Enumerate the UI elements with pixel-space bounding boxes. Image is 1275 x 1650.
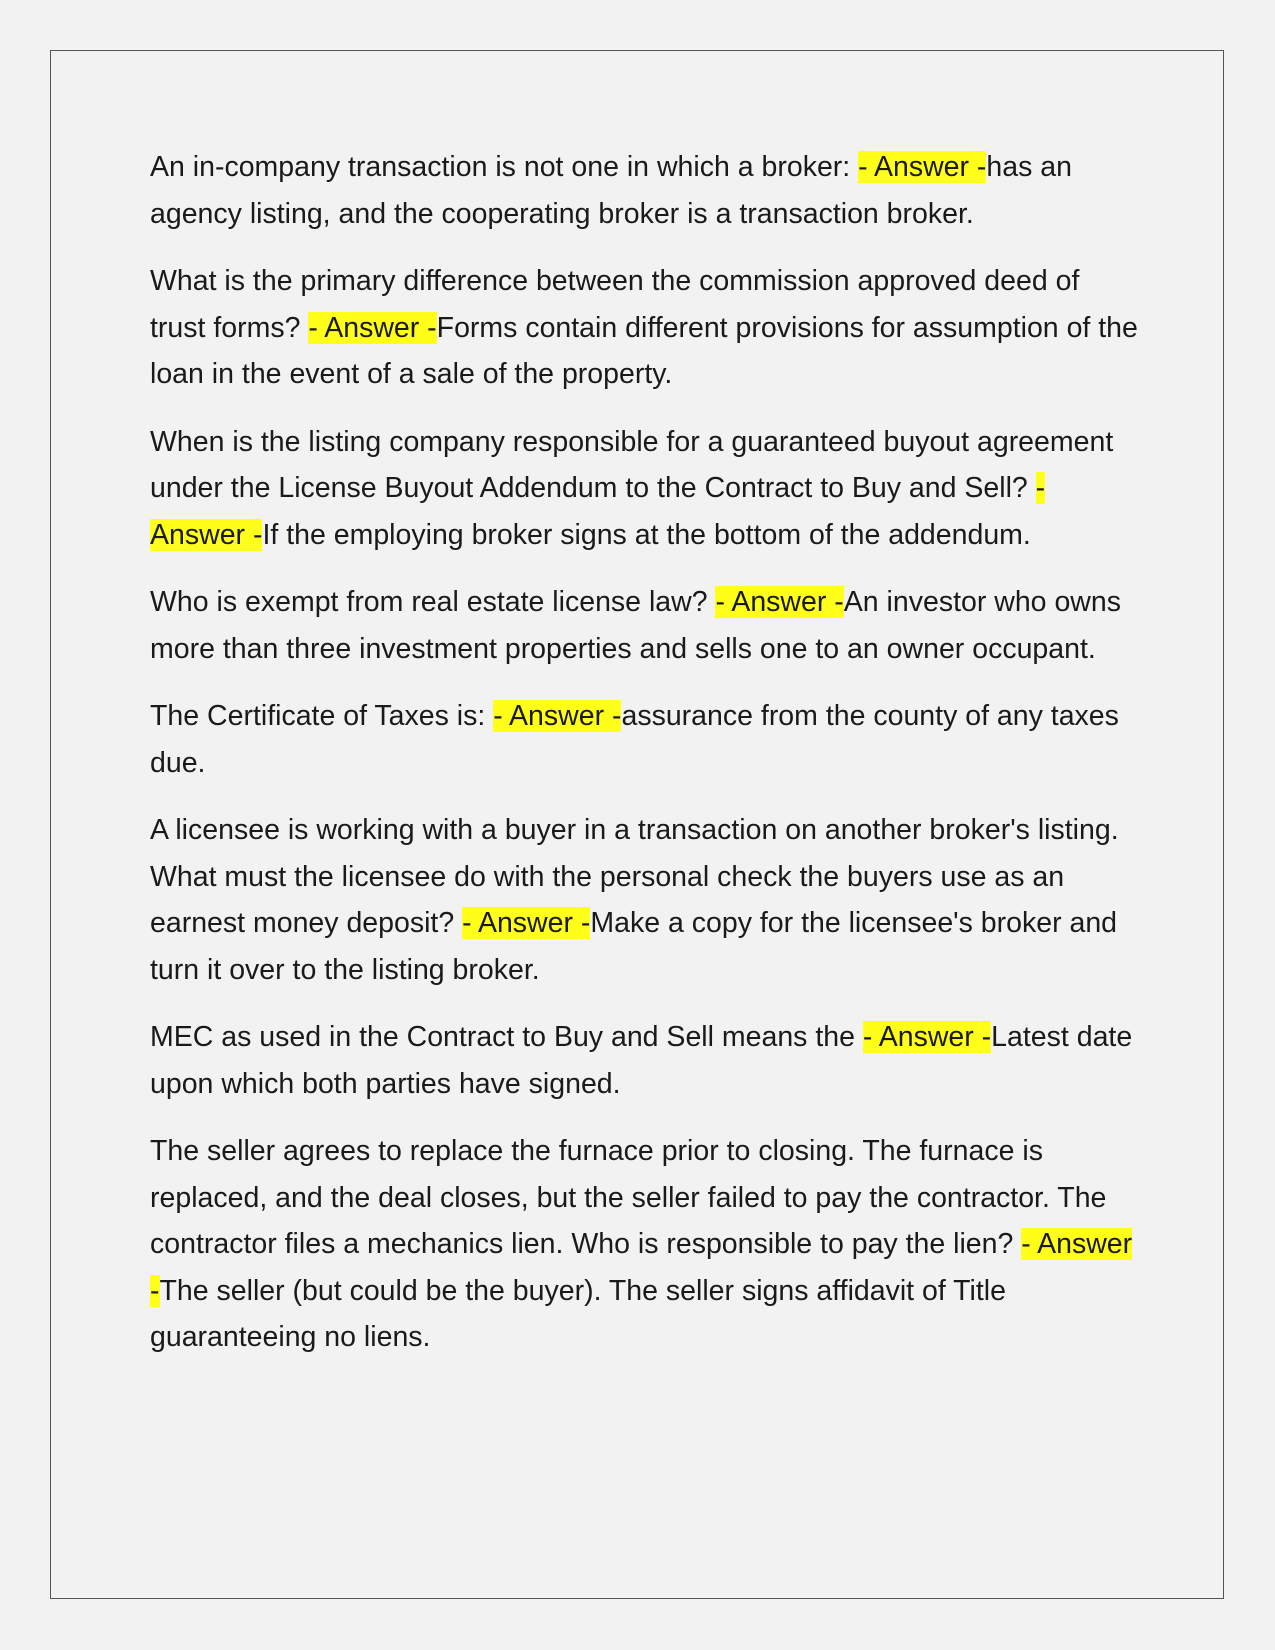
answer-marker: - Answer - bbox=[150, 1228, 1133, 1307]
answer-marker: - Answer - bbox=[493, 700, 622, 732]
answer-text: Latest date upon which both parties have signed. bbox=[150, 1021, 1133, 1100]
answer-marker: - Answer - bbox=[150, 472, 1046, 551]
question-text: Who is exempt from real estate license law? bbox=[150, 586, 716, 618]
qa-item-2 bbox=[150, 258, 1140, 398]
answer-marker: - Answer - bbox=[862, 1021, 992, 1053]
document-body bbox=[150, 144, 1140, 1382]
answer-text: assurance from the county of any taxes due. bbox=[150, 700, 1119, 779]
answer-text: If the employing broker signs at the bottom of the addendum. bbox=[262, 518, 1031, 551]
question-text: When is the listing company responsible for a guaranteed buyout agreement under the License Buyout Addendum to the Contract to Buy and Sell? bbox=[150, 425, 1114, 504]
answer-text: Make a copy for the licensee's broker and turn it over to the listing broker. bbox=[150, 907, 1118, 986]
answer-text: Forms contain different provisions for assumption of the loan in the event of a sale of the property. bbox=[150, 311, 1138, 390]
answer-text: The seller (but could be the buyer). The seller signs affidavit of Title guaranteeing no liens. bbox=[150, 1274, 1006, 1353]
question-text: An in-company transaction is not one in which a broker: bbox=[150, 151, 859, 183]
answer-marker: - Answer - bbox=[715, 586, 844, 618]
qa-item-5 bbox=[150, 693, 1140, 786]
answer-marker: - Answer - bbox=[858, 151, 987, 183]
question-text: The seller agrees to replace the furnace prior to closing. The furnace is replaced, and the deal closes, but the seller failed to pay the contractor. The contractor files a mechanics lien. Who is responsible to pay the lien? bbox=[150, 1135, 1107, 1260]
question-text: What is the primary difference between the commission approved deed of trust forms? bbox=[150, 265, 1080, 344]
qa-item-1 bbox=[150, 144, 1140, 237]
answer-text: An investor who owns more than three investment properties and sells one to an owner occupant. bbox=[150, 586, 1121, 665]
question-text: The Certificate of Taxes is: bbox=[150, 700, 494, 732]
qa-item-6 bbox=[150, 807, 1140, 993]
question-text: A licensee is working with a buyer in a transaction on another broker's listing. What must the licensee do with the personal check the buyers use as an earnest money deposit? bbox=[150, 814, 1119, 939]
qa-item-3 bbox=[150, 419, 1140, 559]
answer-marker: - Answer - bbox=[462, 907, 591, 939]
qa-item-8 bbox=[150, 1128, 1140, 1361]
answer-marker: - Answer - bbox=[308, 311, 437, 344]
question-text: MEC as used in the Contract to Buy and Sell means the bbox=[150, 1021, 863, 1053]
answer-text: has an agency listing, and the cooperating broker is a transaction broker. bbox=[150, 151, 1072, 230]
qa-item-4 bbox=[150, 579, 1140, 672]
qa-item-7 bbox=[150, 1014, 1140, 1107]
